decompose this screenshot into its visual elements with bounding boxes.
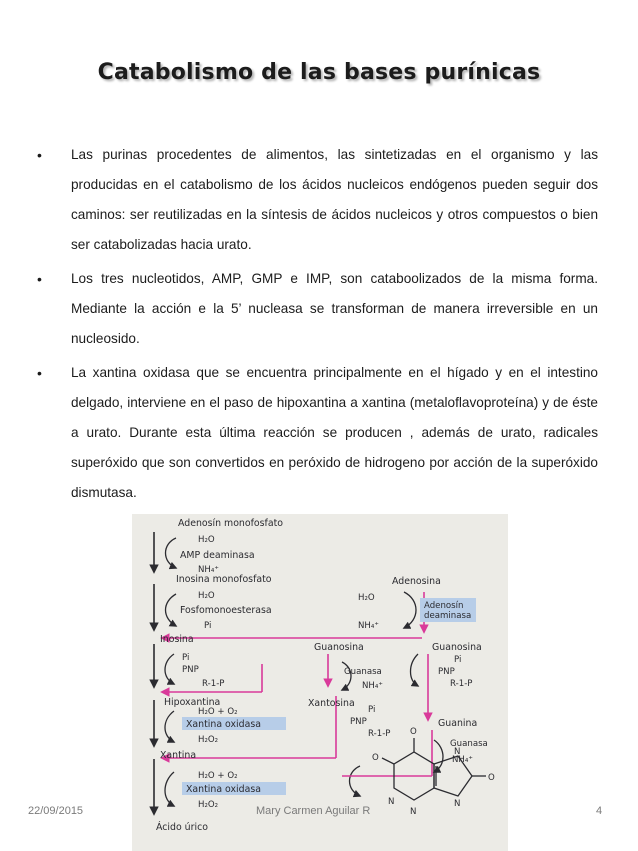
label-pi-4: Pi <box>368 705 376 715</box>
purine-catabolism-diagram <box>132 514 508 851</box>
label-pi-3: Pi <box>454 655 462 665</box>
bullet-text: La xantina oxidasa que se encuentra principalmente en el hígado y en el intestino delgado, interviene en el paso de hipoxantina a xantina (metaloflavoproteína) y de éste a urato. Durante esta última reacción se producen , además de urato, radicales superóxido que son convertidos en peróxido de hidrogeno por acción de la superóxido dismutasa. <box>71 365 598 500</box>
bullet-text: Los tres nucleotidos, AMP, GMP e IMP, son cataboolizados de la misma forma. Mediante la acción e la 5’ nucleasa se transforman de manera irreversible en un nucleosido. <box>71 271 598 346</box>
label-nh4-4: NH₄⁺ <box>452 755 473 765</box>
label-atom-o-top: O <box>410 727 417 737</box>
footer-date: 22/09/2015 <box>28 805 84 817</box>
label-inosina: Inosina <box>160 634 194 645</box>
label-r1p-3: R-1-P <box>368 729 391 739</box>
label-atom-o-left: O <box>372 753 379 763</box>
bullet-item-3 <box>32 358 598 508</box>
footer-author: Mary Carmen Aguilar R <box>256 805 371 817</box>
label-h2o-o2-1: H₂O + O₂ <box>198 707 238 717</box>
label-pnp-3: PNP <box>350 717 367 727</box>
bullet-marker: • <box>37 271 42 287</box>
label-atom-n-right: N <box>454 799 461 809</box>
label-h2o-1: H₂O <box>198 535 215 545</box>
bullet-item-2 <box>32 264 598 354</box>
label-nh4-1: NH₄⁺ <box>198 565 219 575</box>
pathway-svg <box>132 514 508 851</box>
curve-xantina-oxidasa-1 <box>165 711 174 742</box>
label-hipoxantina: Hipoxantina <box>164 697 221 708</box>
label-atom-n-top: N <box>454 747 461 757</box>
bullet-marker: • <box>37 147 42 163</box>
label-guanosina-2: Guanosina <box>432 642 482 653</box>
label-h2o2-2: H₂O₂ <box>198 800 219 810</box>
label-h2o-o2-2: H₂O + O₂ <box>198 771 238 781</box>
label-pnp-2: PNP <box>438 667 455 677</box>
label-adenosina: Adenosina <box>392 576 441 587</box>
label-xantina-oxidasa-2: Xantina oxidasa <box>186 784 261 795</box>
label-xantina-oxidasa-1: Xantina oxidasa <box>186 719 261 730</box>
label-adenosin: Adenosín <box>424 601 464 611</box>
label-r1p-2: R-1-P <box>450 679 473 689</box>
label-xantosina: Xantosina <box>308 698 355 709</box>
bullet-text: Las purinas procedentes de alimentos, las sintetizadas en el organismo y las producidas en el catabolismo de los ácidos nucleicos endógenos pueden seguir dos caminos: ser reutilizadas en la síntesis de ácidos nucleicos y otros compuestos o bien ser catabolizadas hacia urato. <box>71 147 598 252</box>
label-h2o-2: H₂O <box>198 591 215 601</box>
label-guanasa-1: Guanasa <box>344 667 382 677</box>
bullet-marker: • <box>37 365 42 381</box>
curve-xantina-oxidasa-2 <box>165 772 174 806</box>
label-fosfomonoesterasa: Fosfomonoesterasa <box>180 605 272 616</box>
curve-fosfomonoesterasa <box>166 594 177 626</box>
label-nh4-2: NH₄⁺ <box>358 621 379 631</box>
label-nh4-3: NH₄⁺ <box>362 681 383 691</box>
bullet-list <box>32 140 598 512</box>
bullet-item-1 <box>32 140 598 260</box>
label-inosina-monofosfato: Inosina monofosfato <box>176 574 272 585</box>
slide-title: Catabolismo de las bases purínicas <box>97 60 541 85</box>
curve-adenosin-deaminasa <box>404 592 416 628</box>
label-deaminasa: deaminasa <box>424 611 472 621</box>
curve-pnp-2 <box>411 654 419 686</box>
curve-pnp-3 <box>350 766 361 796</box>
footer-page-number: 4 <box>596 805 603 817</box>
curve-pnp-1 <box>165 654 174 684</box>
label-amp-deaminasa: AMP deaminasa <box>180 550 255 561</box>
curve-amp-deaminasa <box>166 538 177 568</box>
label-r1p-1: R-1-P <box>202 679 225 689</box>
label-atom-o-right: O <box>488 773 495 783</box>
label-atom-n-bottom2: N <box>410 807 417 817</box>
label-atom-n-bottom: N <box>388 797 395 807</box>
label-pnp-1: PNP <box>182 665 199 675</box>
label-xantina: Xantina <box>160 750 197 761</box>
label-pi-2: Pi <box>182 653 190 663</box>
label-guanasa-2: Guanasa <box>450 739 488 749</box>
label-guanosina-1: Guanosina <box>314 642 364 653</box>
label-adenosin-monofosfato: Adenosín monofosfato <box>178 518 283 529</box>
label-acido-urico: Ácido úrico <box>156 822 208 833</box>
label-pi-1: Pi <box>204 621 212 631</box>
label-h2o2-1: H₂O₂ <box>198 735 219 745</box>
label-guanina: Guanina <box>438 718 478 729</box>
label-h2o-3: H₂O <box>358 593 375 603</box>
